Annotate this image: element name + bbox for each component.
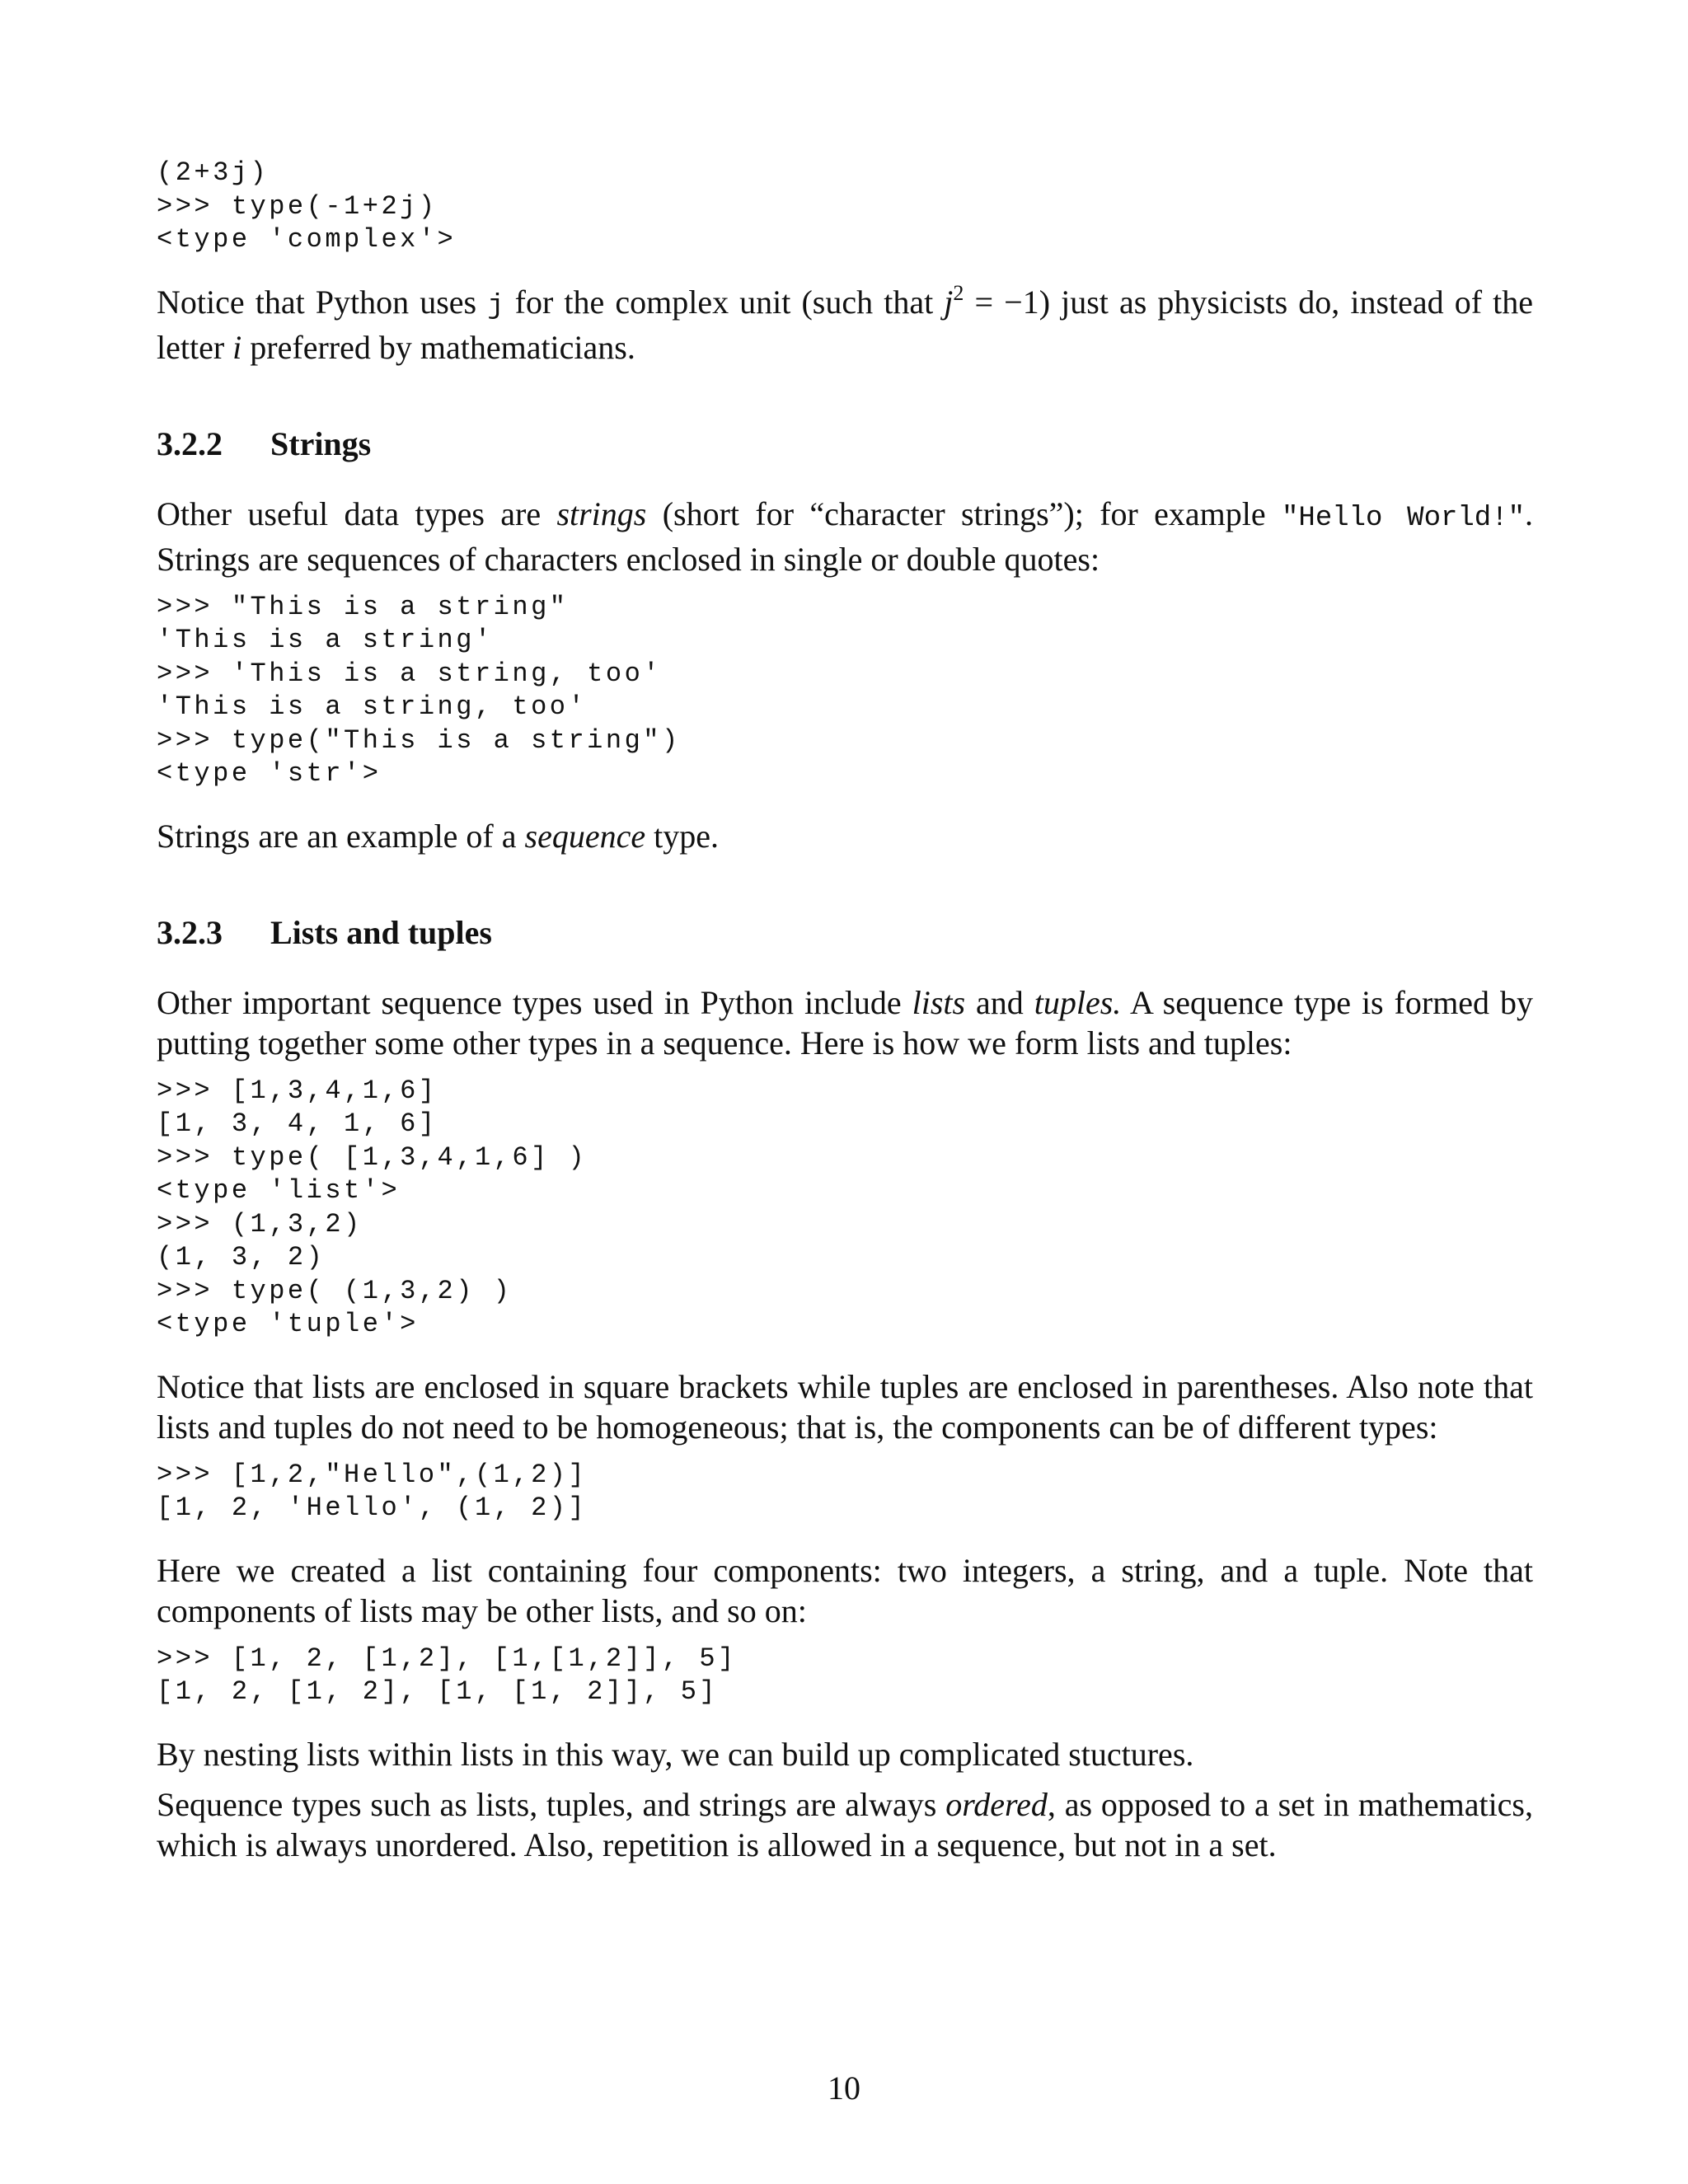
paragraph-strings-sequence: Strings are an example of a sequence type.	[157, 817, 719, 855]
code-block-lists-tuples: >>> [1,3,4,1,6] [1, 3, 4, 1, 6] >>> type( [1,3,4,1,6] ) <type 'list'> >>> (1,3,2) (1, 3, 2) >>> type( (1,3,2) ) <type 'tuple'>	[157, 1075, 588, 1339]
code-block-heterogeneous: >>> [1,2,"Hello",(1,2)] [1, 2, 'Hello', (1, 2)]	[157, 1459, 588, 1523]
code-block-nested: >>> [1, 2, [1,2], [1,[1,2]], 5] [1, 2, [1, 2], [1, [1, 2]], 5]	[157, 1643, 737, 1707]
paragraph-components: Here we created a list containing four components: two integers, a string, and a tuple. Note that components of lists may be other lists, and so on:	[157, 1551, 1533, 1629]
section-heading-strings: 3.2.2 Strings	[157, 424, 372, 462]
paragraph-lists-intro: Other important sequence types used in Python include lists and tuples. A sequence type is formed by putting together some other types in a sequence. Here is how we form lists and tuples:	[157, 983, 1533, 1062]
paragraph-brackets: Notice that lists are enclosed in square brackets while tuples are enclosed in parentheses. Also note that lists and tuples do not need to be homogeneous; that is, the components can be of different types:	[157, 1367, 1533, 1446]
paragraph-nesting: By nesting lists within lists in this way, we can build up complicated stuctures.	[157, 1735, 1194, 1773]
paragraph-ordered: Sequence types such as lists, tuples, and strings are always ordered, as opposed to a set in mathematics, which is always unordered. Also, repetition is allowed in a sequence, but not in a set.	[157, 1785, 1534, 1863]
section-heading-lists-tuples: 3.2.3 Lists and tuples	[157, 913, 492, 951]
page-number: 10	[828, 2069, 860, 2107]
code-block-complex: (2+3j) >>> type(-1+2j) <type 'complex'>	[157, 157, 457, 255]
paragraph-strings-intro: Other useful data types are strings (short for “character strings”); for example "Hello World!". Strings are sequences of characters enclosed in single or double quotes:	[157, 494, 1534, 578]
code-block-strings: >>> "This is a string" 'This is a string' >>> 'This is a string, too' 'This is a string, too' >>> type("This is a string") <type 'str'>	[157, 591, 681, 789]
page-content	[157, 157, 1533, 1865]
paragraph-complex-unit: Notice that Python uses j for the complex unit (such that $j^2 = -1$) just as physicists do, instead of the letter i preferred by mathematicians.	[157, 280, 1533, 366]
